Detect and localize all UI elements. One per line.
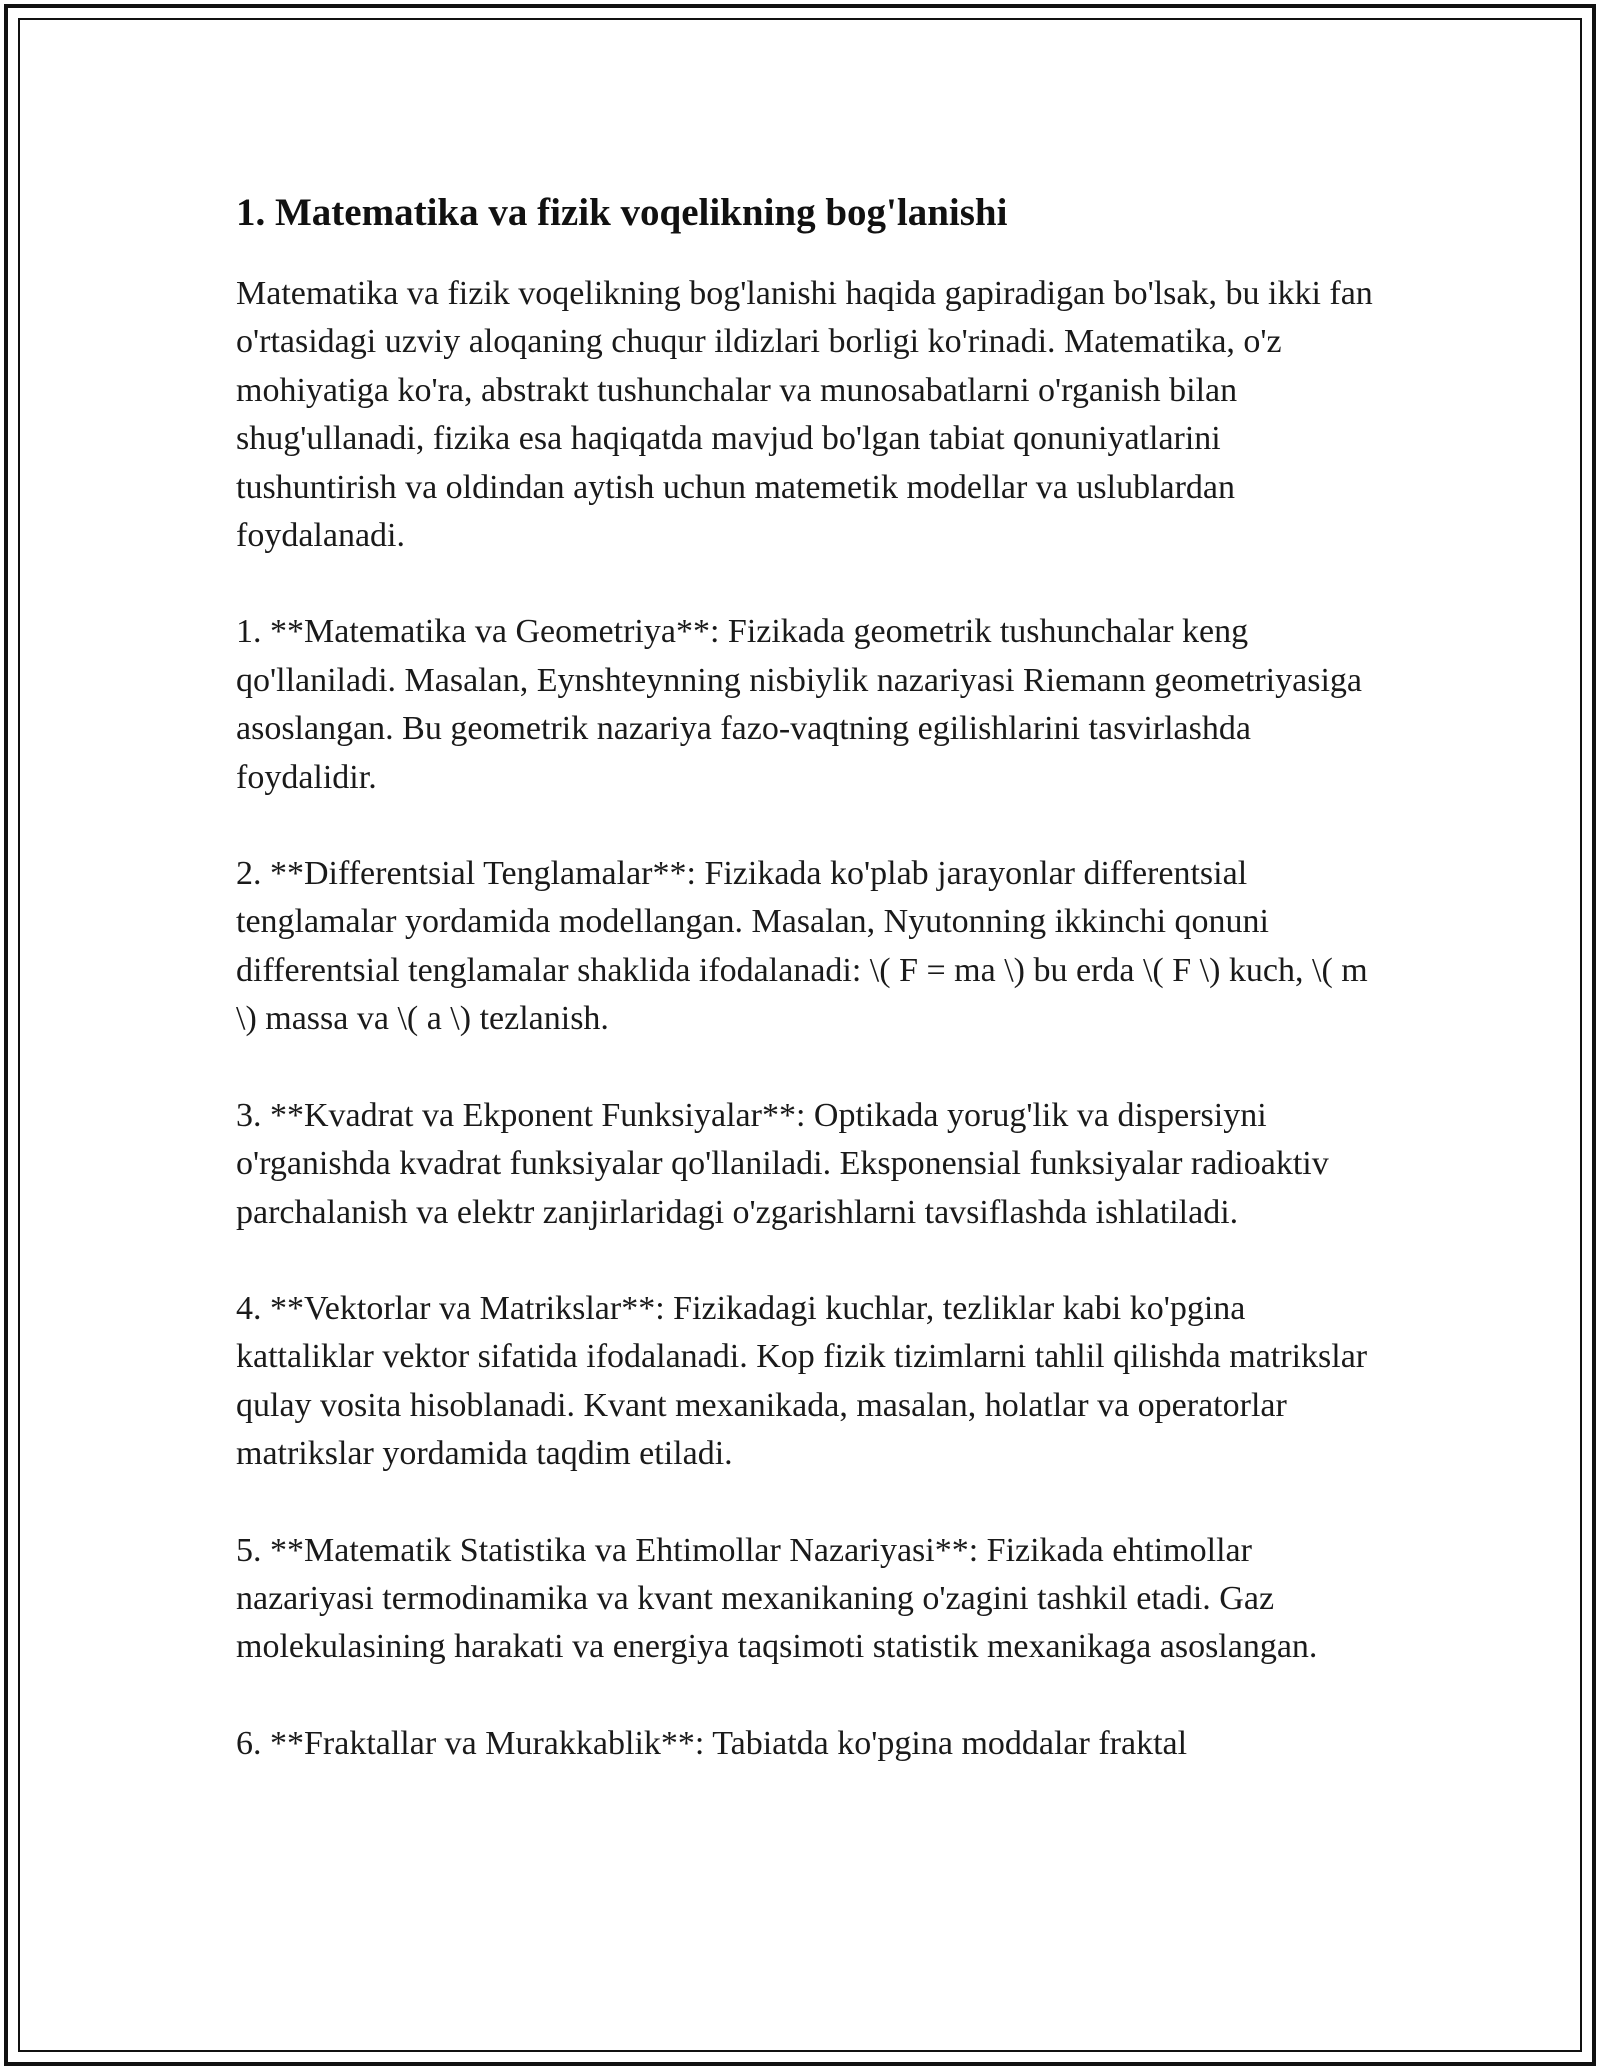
list-item-geometry: 1. **Matematika va Geometriya**: Fizikada geometrik tushunchalar keng qo'llaniladi. Masalan, Eynshteynning nisbiylik nazariyasi Riemann geometriyasiga asoslangan. Bu geometrik nazariya fazo-vaqtning egilishlarini tasvirlashda foydalidir.	[236, 613, 1362, 796]
list-item-statistics-probability: 5. **Matematik Statistika va Ehtimollar Nazariyasi**: Fizikada ehtimollar nazariyasi termodinamika va kvant mexanikaning o'zagini tashkil etadi. Gaz molekulasining harakati va energiya taqsimoti statistik mexanikaga asoslangan.	[236, 1531, 1318, 1666]
list-item-quadratic-exponential: 3. **Kvadrat va Ekponent Funksiyalar**: Optikada yorug'lik va dispersiyni o'rganishda kvadrat funksiyalar qo'llaniladi. Eksponensial funksiyalar radioaktiv parchalanish va elektr zanjirlaridagi o'zgarishlarni tavsiflashda ishlatiladi.	[236, 1096, 1329, 1231]
document-body	[236, 186, 1386, 1816]
list-item-vectors-matrices: 4. **Vektorlar va Matrikslar**: Fizikadagi kuchlar, tezliklar kabi ko'pgina kattaliklar vektor sifatida ifodalanadi. Kop fizik tizimlarni tahlil qilishda matrikslar qulay vosita hisoblanadi. Kvant mexanikada, masalan, holatlar va operatorlar matrikslar yordamida taqdim etiladi.	[236, 1289, 1368, 1473]
list-item-differential-equations: 2. **Differentsial Tenglamalar**: Fizikada ko'plab jarayonlar differentsial tenglamalar yordamida modellangan. Masalan, Nyutonning ikkinchi qonuni differentsial tenglamalar shaklida ifodalanadi: \( F = ma \) bu erda \( F \) kuch, \( m \) massa va \( a \) tezlanish.	[236, 855, 1368, 1038]
section-heading: 1. Matematika va fizik voqelikning bog'lanishi	[236, 191, 1008, 234]
list-item-fractals: 6. **Fraktallar va Murakkablik**: Tabiatda ko'pgina moddalar fraktal	[236, 1724, 1188, 1762]
intro-paragraph: Matematika va fizik voqelikning bog'lanishi haqida gapiradigan bo'lsak, bu ikki fan o'rtasidagi uzviy aloqaning chuqur ildizlari borligi ko'rinadi. Matematika, o'z mohiyatiga ko'ra, abstrakt tushunchalar va munosabatlarni o'rganish bilan shug'ullanadi, fizika esa haqiqatda mavjud bo'lgan tabiat qonuniyatlarini tushuntirish va oldindan aytish uchun matemetik modellar va uslublardan foydalanadi.	[236, 275, 1373, 555]
